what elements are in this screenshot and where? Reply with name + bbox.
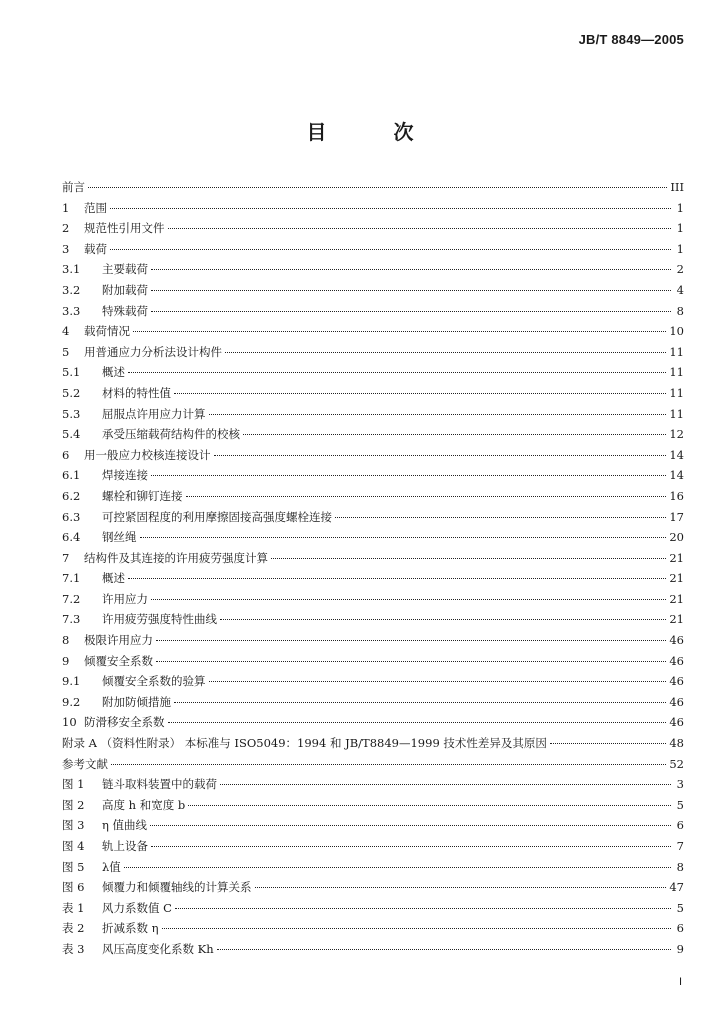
toc-entry-page: 46 bbox=[669, 653, 684, 668]
page-title: 目 次 bbox=[306, 120, 444, 144]
toc-entry-number: 5.2 bbox=[62, 385, 81, 400]
toc-entry-number: 3.1 bbox=[62, 262, 81, 277]
dot-leader bbox=[271, 558, 666, 559]
toc-entry-number: 表 3 bbox=[62, 941, 85, 956]
toc-entry-title: 轨上设备 bbox=[102, 839, 148, 853]
toc-entry-number: 3.2 bbox=[62, 282, 81, 297]
toc-entry-title: 极限许用应力 bbox=[84, 633, 153, 648]
toc-entry[interactable] bbox=[62, 898, 684, 919]
toc-entry-page: 21 bbox=[669, 550, 684, 565]
toc-entry-page: 21 bbox=[669, 571, 684, 586]
toc-entry-title: 载荷情况 bbox=[84, 324, 130, 339]
toc-entry-title: 许用应力 bbox=[102, 591, 148, 606]
toc-entry-page: 8 bbox=[676, 303, 684, 318]
toc-entry-number: 表 2 bbox=[62, 921, 85, 936]
dot-leader bbox=[225, 352, 666, 353]
toc-entry-number: 2 bbox=[62, 221, 70, 236]
toc-entry-number: 5.3 bbox=[62, 406, 81, 421]
dot-leader bbox=[168, 722, 667, 723]
toc-entry[interactable] bbox=[62, 465, 684, 486]
toc-entry-page: 46 bbox=[669, 633, 684, 648]
toc-entry-page: 5 bbox=[676, 797, 684, 812]
toc-entry[interactable] bbox=[62, 774, 684, 795]
table-of-contents bbox=[62, 177, 684, 960]
dot-leader bbox=[156, 640, 666, 641]
toc-entry[interactable] bbox=[62, 445, 684, 466]
dot-leader bbox=[174, 702, 666, 703]
toc-entry-title: 参考文献 bbox=[62, 756, 108, 771]
toc-entry-page: 52 bbox=[669, 756, 684, 771]
toc-entry-page: 4 bbox=[676, 282, 684, 297]
toc-entry-title: 概述 bbox=[102, 571, 125, 586]
toc-entry-page: 14 bbox=[669, 468, 684, 483]
toc-entry[interactable] bbox=[62, 548, 684, 569]
toc-entry-title: 载荷 bbox=[84, 241, 107, 256]
toc-entry[interactable] bbox=[62, 733, 684, 754]
toc-entry[interactable] bbox=[62, 177, 684, 198]
toc-entry-title: λ值 bbox=[102, 859, 121, 874]
toc-entry-page: 9 bbox=[676, 941, 684, 956]
toc-entry[interactable] bbox=[62, 568, 684, 589]
toc-entry-number: 图 6 bbox=[62, 880, 85, 895]
toc-entry-number: 3 bbox=[62, 241, 70, 256]
toc-entry[interactable] bbox=[62, 877, 684, 898]
dot-leader bbox=[209, 414, 667, 415]
dot-leader bbox=[110, 208, 671, 209]
toc-entry-title: 风力系数值 C bbox=[102, 900, 172, 915]
toc-entry-title: η 值曲线 bbox=[102, 818, 148, 833]
toc-entry-number: 5.1 bbox=[62, 365, 81, 380]
toc-entry-page: 1 bbox=[676, 200, 684, 215]
toc-entry-page: 10 bbox=[669, 324, 684, 339]
dot-leader bbox=[150, 825, 671, 826]
page-number: I bbox=[678, 976, 682, 988]
toc-entry[interactable] bbox=[62, 486, 684, 507]
toc-entry[interactable] bbox=[62, 280, 684, 301]
toc-entry-number: 5.4 bbox=[62, 427, 81, 442]
toc-entry-title: 概述 bbox=[102, 365, 125, 380]
dot-leader bbox=[335, 517, 666, 518]
toc-entry[interactable] bbox=[62, 589, 684, 610]
toc-entry-title: 主要载荷 bbox=[102, 262, 148, 277]
toc-entry-number: 表 1 bbox=[62, 900, 85, 915]
toc-entry-title: 结构件及其连接的许用疲劳强度计算 bbox=[84, 550, 268, 565]
toc-entry-number: 9.2 bbox=[62, 694, 81, 709]
toc-entry-title: 链斗取料装置中的载荷 bbox=[102, 777, 217, 792]
toc-entry-number: 4 bbox=[62, 324, 70, 339]
document-code: JB/T 8849—2005 bbox=[578, 32, 684, 47]
toc-entry-page: 48 bbox=[669, 736, 684, 751]
toc-entry-number: 7.2 bbox=[62, 591, 81, 606]
toc-entry-number: 图 4 bbox=[62, 839, 85, 853]
toc-entry[interactable] bbox=[62, 383, 684, 404]
toc-entry-title: 焊接连接 bbox=[102, 468, 148, 483]
dot-leader bbox=[550, 743, 666, 744]
toc-entry[interactable] bbox=[62, 527, 684, 548]
dot-leader bbox=[151, 846, 671, 847]
toc-entry-page: 11 bbox=[669, 406, 684, 421]
toc-entry-number: 8 bbox=[62, 633, 70, 648]
toc-entry-page: 21 bbox=[669, 591, 684, 606]
toc-entry-number: 图 5 bbox=[62, 859, 85, 874]
toc-entry-page: 11 bbox=[669, 344, 684, 359]
dot-leader bbox=[128, 578, 666, 579]
toc-entry[interactable] bbox=[62, 342, 684, 363]
toc-entry-page: 5 bbox=[676, 900, 684, 915]
toc-entry[interactable] bbox=[62, 259, 684, 280]
toc-entry-title: 可控紧固程度的利用摩擦固接高强度螺栓连接 bbox=[102, 509, 332, 524]
toc-entry-page: III bbox=[670, 180, 684, 194]
toc-entry-page: 20 bbox=[669, 530, 684, 545]
dot-leader bbox=[124, 867, 671, 868]
toc-entry-title: 附加防倾措施 bbox=[102, 694, 171, 709]
toc-entry-title: 规范性引用文件 bbox=[84, 221, 165, 236]
toc-entry-title: 材料的特性值 bbox=[102, 385, 171, 400]
toc-entry-number: 6.2 bbox=[62, 488, 81, 503]
toc-entry-title: 用一般应力校核连接设计 bbox=[84, 447, 211, 462]
dot-leader bbox=[151, 269, 671, 270]
toc-entry-page: 12 bbox=[669, 427, 684, 442]
toc-entry-number: 7.1 bbox=[62, 571, 81, 586]
toc-entry[interactable] bbox=[62, 630, 684, 651]
dot-leader bbox=[174, 393, 666, 394]
toc-entry[interactable] bbox=[62, 754, 684, 775]
toc-entry[interactable] bbox=[62, 918, 684, 939]
toc-entry[interactable] bbox=[62, 301, 684, 322]
toc-entry-title: 钢丝绳 bbox=[102, 530, 137, 545]
dot-leader bbox=[151, 290, 671, 291]
toc-entry[interactable] bbox=[62, 362, 684, 383]
toc-entry-number: 1 bbox=[62, 200, 70, 215]
dot-leader bbox=[88, 187, 667, 188]
toc-entry-page: 46 bbox=[669, 715, 684, 730]
toc-entry-page: 16 bbox=[669, 488, 684, 503]
toc-entry-title: 附录 A （资料性附录） 本标准与 ISO5049：1994 和 JB/T8849—1999 技术性差异及其原因 bbox=[62, 736, 547, 751]
toc-entry[interactable] bbox=[62, 198, 684, 219]
toc-entry-title: 屈服点许用应力计算 bbox=[102, 406, 206, 421]
toc-entry[interactable] bbox=[62, 836, 684, 857]
toc-entry-title: 附加载荷 bbox=[102, 282, 148, 297]
toc-entry-title: 防滑移安全系数 bbox=[84, 715, 165, 730]
toc-entry-page: 14 bbox=[669, 447, 684, 462]
toc-entry[interactable] bbox=[62, 404, 684, 425]
toc-entry[interactable] bbox=[62, 692, 684, 713]
toc-entry-page: 8 bbox=[676, 859, 684, 874]
toc-entry-page: 6 bbox=[676, 818, 684, 833]
dot-leader bbox=[140, 537, 667, 538]
dot-leader bbox=[128, 372, 666, 373]
toc-entry-page: 46 bbox=[669, 694, 684, 709]
toc-entry-title: 螺栓和铆钉连接 bbox=[102, 488, 183, 503]
dot-leader bbox=[214, 455, 667, 456]
toc-entry-page: 3 bbox=[676, 777, 684, 792]
toc-entry[interactable] bbox=[62, 795, 684, 816]
toc-entry[interactable] bbox=[62, 939, 684, 960]
toc-entry-number: 7.3 bbox=[62, 612, 81, 627]
toc-entry[interactable] bbox=[62, 609, 684, 630]
dot-leader bbox=[133, 331, 666, 332]
toc-entry-title: 特殊载荷 bbox=[102, 303, 148, 318]
toc-entry-page: 2 bbox=[676, 262, 684, 277]
toc-entry[interactable] bbox=[62, 651, 684, 672]
toc-entry-page: 17 bbox=[669, 509, 684, 524]
toc-entry-title: 用普通应力分析法设计构件 bbox=[84, 344, 222, 359]
toc-entry-title: 承受压缩载荷结构件的校核 bbox=[102, 427, 240, 442]
toc-entry-page: 46 bbox=[669, 674, 684, 689]
toc-entry[interactable] bbox=[62, 424, 684, 445]
toc-entry-page: 1 bbox=[676, 241, 684, 256]
dot-leader bbox=[175, 908, 671, 909]
toc-entry-title: 高度 h 和宽度 b bbox=[102, 797, 186, 812]
toc-entry[interactable] bbox=[62, 239, 684, 260]
dot-leader bbox=[217, 949, 671, 950]
dot-leader bbox=[209, 681, 667, 682]
toc-entry-number: 10 bbox=[62, 715, 77, 730]
toc-entry-number: 图 1 bbox=[62, 777, 85, 792]
toc-entry[interactable] bbox=[62, 857, 684, 878]
toc-entry[interactable] bbox=[62, 321, 684, 342]
toc-entry-number: 7 bbox=[62, 550, 70, 565]
dot-leader bbox=[255, 887, 667, 888]
toc-entry-number: 9 bbox=[62, 653, 70, 668]
toc-entry[interactable] bbox=[62, 815, 684, 836]
toc-entry-number: 6 bbox=[62, 447, 70, 462]
toc-entry-page: 11 bbox=[669, 365, 684, 380]
dot-leader bbox=[168, 228, 672, 229]
toc-entry-number: 图 3 bbox=[62, 818, 85, 833]
toc-entry-number: 6.3 bbox=[62, 509, 81, 524]
toc-entry[interactable] bbox=[62, 218, 684, 239]
toc-entry-title: 许用疲劳强度特性曲线 bbox=[102, 612, 217, 627]
toc-entry-page: 21 bbox=[669, 612, 684, 627]
toc-entry-title: 倾覆安全系数 bbox=[84, 653, 153, 668]
toc-entry[interactable] bbox=[62, 712, 684, 733]
toc-entry-page: 11 bbox=[669, 385, 684, 400]
dot-leader bbox=[243, 434, 666, 435]
toc-entry-page: 6 bbox=[676, 921, 684, 936]
toc-entry-title: 风压高度变化系数 Kh bbox=[102, 941, 214, 956]
dot-leader bbox=[188, 805, 671, 806]
toc-entry-title: 倾覆安全系数的验算 bbox=[102, 674, 206, 689]
toc-entry-title: 前言 bbox=[62, 180, 85, 194]
toc-entry-title: 倾覆力和倾覆轴线的计算关系 bbox=[102, 880, 252, 895]
toc-entry-page: 7 bbox=[676, 839, 684, 853]
toc-entry-title: 折减系数 η bbox=[102, 921, 159, 936]
toc-entry[interactable] bbox=[62, 507, 684, 528]
toc-entry-number: 6.4 bbox=[62, 530, 81, 545]
dot-leader bbox=[156, 661, 666, 662]
toc-entry-title: 范围 bbox=[84, 200, 107, 215]
toc-entry-number: 5 bbox=[62, 344, 70, 359]
dot-leader bbox=[220, 619, 666, 620]
toc-entry-page: 1 bbox=[676, 221, 684, 236]
dot-leader bbox=[151, 599, 666, 600]
dot-leader bbox=[151, 475, 666, 476]
dot-leader bbox=[110, 249, 671, 250]
dot-leader bbox=[111, 764, 666, 765]
dot-leader bbox=[220, 784, 671, 785]
dot-leader bbox=[186, 496, 667, 497]
toc-entry-number: 图 2 bbox=[62, 797, 85, 812]
dot-leader bbox=[162, 928, 671, 929]
toc-entry-number: 6.1 bbox=[62, 468, 81, 483]
toc-entry[interactable] bbox=[62, 671, 684, 692]
toc-entry-page: 47 bbox=[669, 880, 684, 895]
toc-entry-number: 3.3 bbox=[62, 303, 81, 318]
dot-leader bbox=[151, 311, 671, 312]
toc-entry-number: 9.1 bbox=[62, 674, 81, 689]
